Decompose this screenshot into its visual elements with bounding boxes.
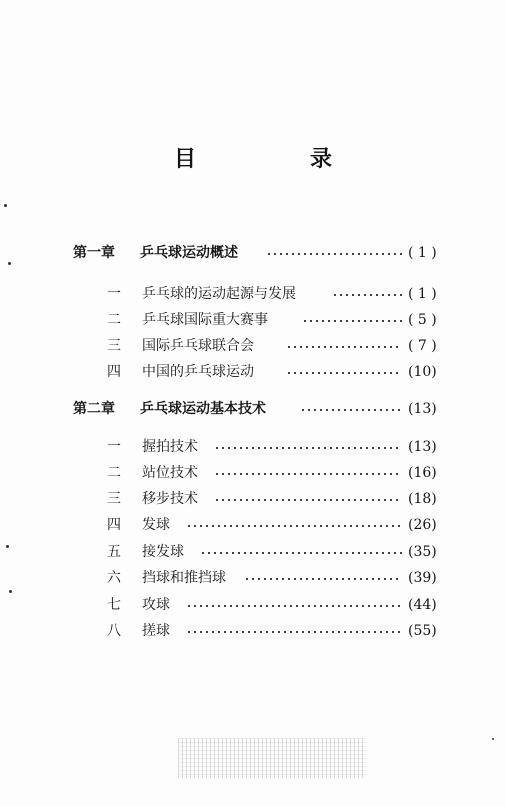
dot-leader: [214, 499, 402, 501]
section-title: 移步技术: [142, 491, 198, 507]
page-number: (10): [408, 364, 437, 380]
dot-leader: [286, 372, 402, 374]
toc-section[interactable]: [0, 309, 506, 331]
scan-speck: [4, 204, 7, 207]
page-number: ( 1 ): [408, 286, 437, 302]
scan-speck: [8, 262, 11, 265]
page-number: ( 5 ): [408, 312, 437, 328]
dot-leader: [214, 447, 402, 449]
scan-speck: [9, 590, 12, 593]
section-title: 接发球: [142, 544, 184, 560]
page-number: (44): [408, 597, 437, 613]
scan-speck: [492, 738, 494, 740]
dot-leader: [186, 605, 402, 607]
toc-section[interactable]: [0, 436, 506, 458]
section-title: 国际乒乓球联合会: [142, 338, 254, 354]
section-number: 二: [107, 465, 121, 481]
section-number: 七: [107, 597, 121, 613]
dot-leader: [302, 320, 402, 322]
page-number: (26): [408, 517, 437, 533]
chapter-number: 第二章: [73, 401, 115, 417]
dot-leader: [214, 473, 402, 475]
page-number: (39): [408, 570, 437, 586]
toc-section[interactable]: [0, 488, 506, 510]
toc-section[interactable]: [0, 361, 506, 383]
page-number: (35): [408, 544, 437, 560]
dot-leader: [332, 294, 402, 296]
section-title: 攻球: [142, 597, 170, 613]
toc-section[interactable]: [0, 567, 506, 589]
dot-leader: [286, 346, 402, 348]
toc-section[interactable]: [0, 462, 506, 484]
section-number: 一: [107, 286, 121, 302]
section-number: 六: [107, 570, 121, 586]
section-title: 发球: [142, 517, 170, 533]
section-number: 一: [107, 439, 121, 455]
page-title: 目 录: [173, 147, 378, 172]
dot-leader: [200, 552, 402, 554]
page-number: (13): [408, 401, 437, 417]
page-number: (16): [408, 465, 437, 481]
section-title: 站位技术: [142, 465, 198, 481]
toc-section[interactable]: [0, 541, 506, 563]
section-title: 握拍技术: [142, 439, 198, 455]
section-title: 搓球: [142, 623, 170, 639]
page-number: ( 1 ): [408, 245, 437, 261]
toc-chapter-2[interactable]: [0, 398, 506, 420]
page-number: (55): [408, 623, 437, 639]
chapter-title: 乒乓球运动概述: [140, 245, 238, 261]
page-number: ( 7 ): [408, 338, 437, 354]
toc-section[interactable]: [0, 620, 506, 642]
chapter-number: 第一章: [73, 245, 115, 261]
section-title: 中国的乒乓球运动: [142, 364, 254, 380]
dot-leader: [266, 253, 402, 255]
dot-leader: [186, 631, 402, 633]
section-number: 五: [107, 544, 121, 560]
toc-section[interactable]: [0, 594, 506, 616]
section-title: 乒乓球国际重大赛事: [142, 312, 268, 328]
chapter-title: 乒乓球运动基本技术: [140, 401, 266, 417]
dot-leader: [300, 409, 402, 411]
section-number: 四: [107, 517, 121, 533]
dot-leader: [186, 525, 402, 527]
section-title: 乒乓球的运动起源与发展: [142, 286, 296, 302]
section-number: 三: [107, 491, 121, 507]
toc-section[interactable]: [0, 283, 506, 305]
page-number: (18): [408, 491, 437, 507]
section-number: 三: [107, 338, 121, 354]
scan-speck: [6, 545, 9, 548]
page-number: (13): [408, 439, 437, 455]
section-number: 八: [107, 623, 121, 639]
toc-section[interactable]: [0, 335, 506, 357]
section-number: 四: [107, 364, 121, 380]
dot-leader: [244, 578, 402, 580]
toc-section[interactable]: [0, 514, 506, 536]
toc-chapter-1[interactable]: [0, 242, 506, 264]
section-title: 挡球和推挡球: [142, 570, 226, 586]
section-number: 二: [107, 312, 121, 328]
scan-noise-band: [178, 738, 366, 778]
